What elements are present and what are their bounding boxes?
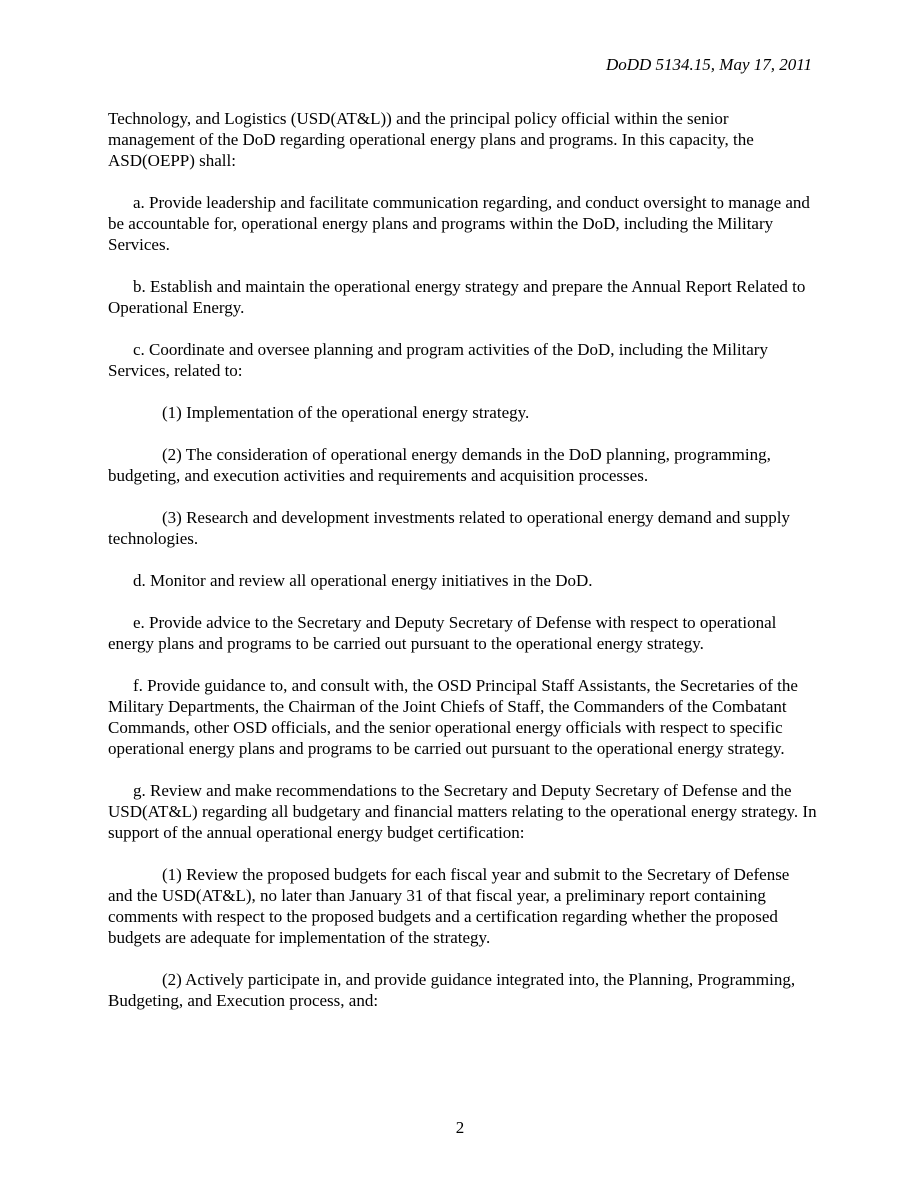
paragraph-c-1: (1) Implementation of the operational energy strategy. <box>162 403 530 422</box>
paragraph-c: c. Coordinate and oversee planning and program activities of the DoD, including the Military Services, related to: <box>108 340 768 380</box>
document-body <box>108 108 818 1032</box>
paragraph-c-2: (2) The consideration of operational energy demands in the DoD planning, programming, budgeting, and execution activities and requirements and acquisition processes. <box>108 445 771 485</box>
document-reference-header: DoDD 5134.15, May 17, 2011 <box>605 55 812 74</box>
paragraph-b: b. Establish and maintain the operational energy strategy and prepare the Annual Report Related to Operational Energy. <box>108 277 806 317</box>
paragraph-e: e. Provide advice to the Secretary and Deputy Secretary of Defense with respect to operational energy plans and programs to be carried out pursuant to the operational energy strategy. <box>108 613 777 653</box>
paragraph-g: g. Review and make recommendations to the Secretary and Deputy Secretary of Defense and the USD(AT&L) regarding all budgetary and financial matters relating to the operational energy strategy. In support of the annual operational energy budget certification: <box>108 781 817 842</box>
intro-paragraph: Technology, and Logistics (USD(AT&L)) and the principal policy official within the senior management of the DoD regarding operational energy plans and programs. In this capacity, the ASD(OEPP) shall: <box>108 109 754 170</box>
paragraph-g-2: (2) Actively participate in, and provide guidance integrated into, the Planning, Programming, Budgeting, and Execution process, and: <box>108 970 796 1010</box>
paragraph-c-3: (3) Research and development investments related to operational energy demand and supply technologies. <box>108 508 791 548</box>
paragraph-d: d. Monitor and review all operational energy initiatives in the DoD. <box>133 571 593 590</box>
paragraph-g-1: (1) Review the proposed budgets for each fiscal year and submit to the Secretary of Defense and the USD(AT&L), no later than January 31 of that fiscal year, a preliminary report containing comments with respect to the proposed budgets and a certification regarding whether the proposed budgets are adequate for implementation of the strategy. <box>108 865 790 947</box>
paragraph-f: f. Provide guidance to, and consult with, the OSD Principal Staff Assistants, the Secretaries of the Military Departments, the Chairman of the Joint Chiefs of Staff, the Commanders of the Combatant Commands, other OSD officials, and the senior operational energy officials with respect to specific operational energy plans and programs to be carried out pursuant to the operational energy strategy. <box>108 676 798 758</box>
page-number: 2 <box>455 1118 465 1137</box>
paragraph-a: a. Provide leadership and facilitate communication regarding, and conduct oversight to manage and be accountable for, operational energy plans and programs within the DoD, including the Military Services. <box>108 193 810 254</box>
